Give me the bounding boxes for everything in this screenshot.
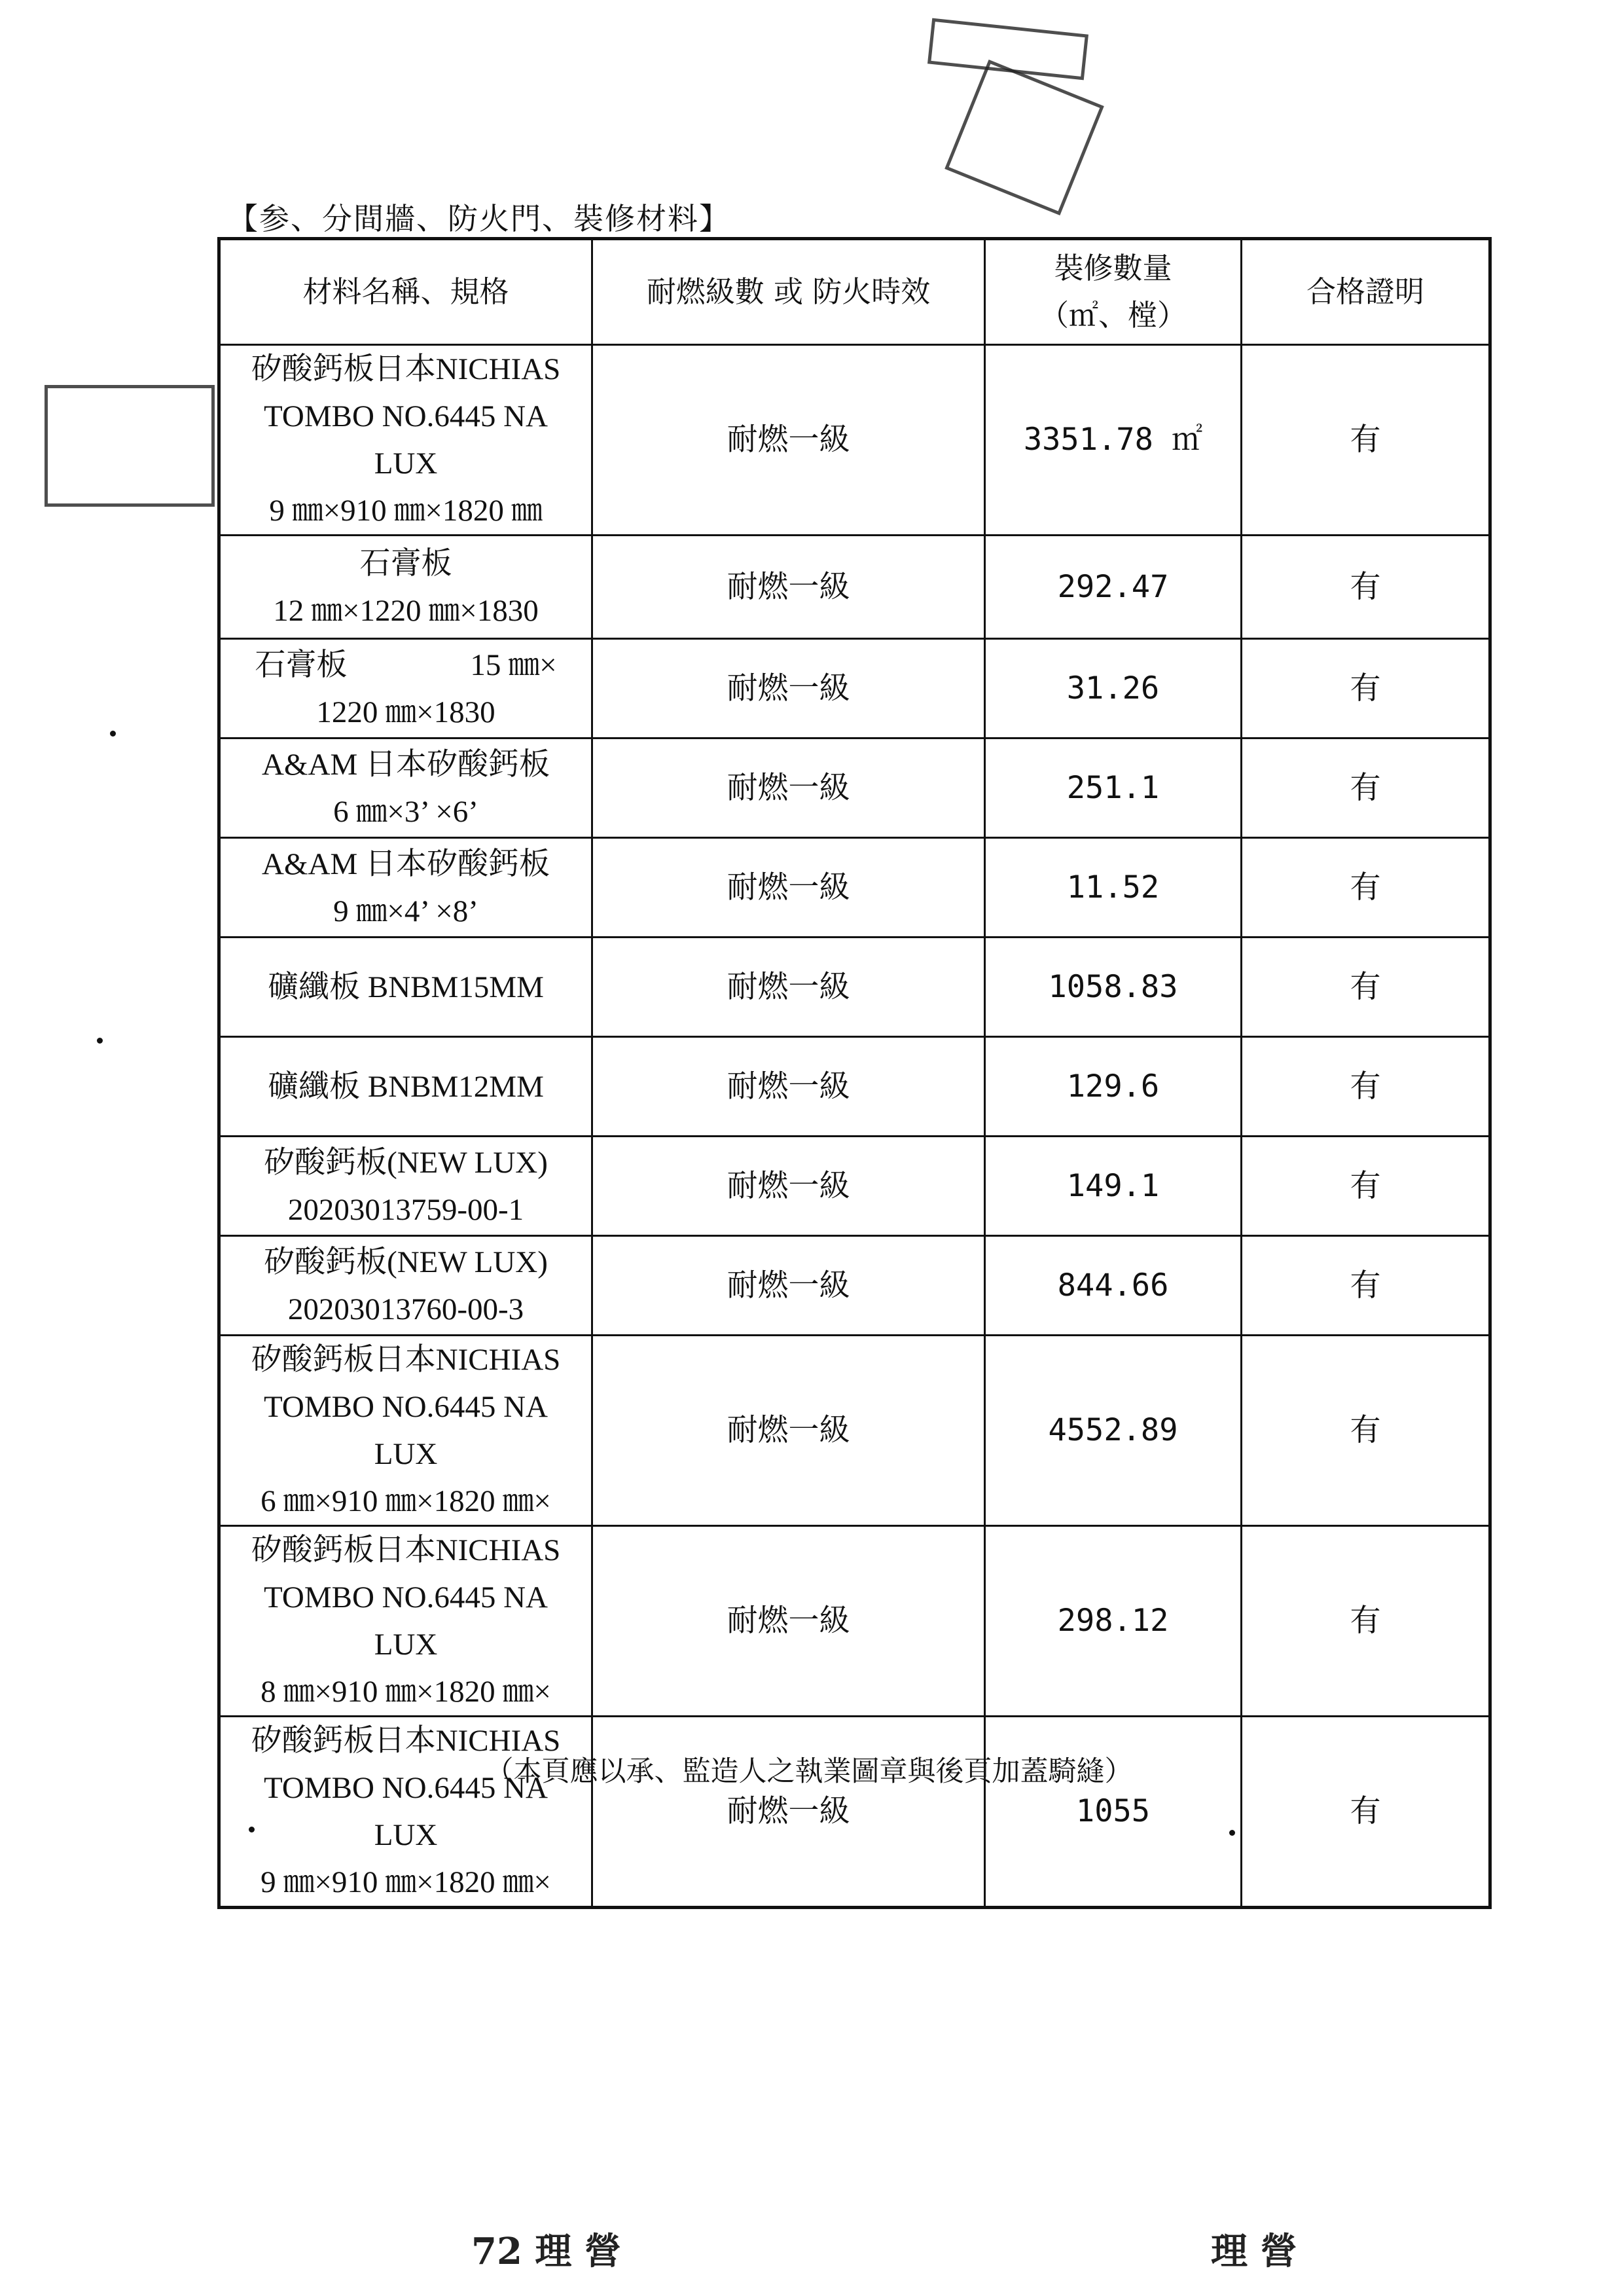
table-row bbox=[219, 738, 1490, 838]
header-grade: 耐燃級數 或 防火時效 bbox=[592, 239, 985, 345]
fire-grade: 耐燃一級 bbox=[592, 1236, 985, 1336]
material-name: A&AM 日本矽酸鈣板 6 ㎜×3’ ×6’ bbox=[219, 738, 592, 838]
fire-grade: 耐燃一級 bbox=[592, 639, 985, 738]
quantity: 298.12 bbox=[985, 1526, 1242, 1717]
table-row bbox=[219, 838, 1490, 938]
table-row bbox=[219, 1717, 1490, 1908]
section-title: 【参、分間牆、防火門、裝修材料】 bbox=[228, 201, 730, 236]
certificate: 有 bbox=[1242, 1037, 1490, 1137]
quantity: 129.6 bbox=[985, 1037, 1242, 1137]
stamp-top-seal bbox=[944, 60, 1104, 215]
fire-grade: 耐燃一級 bbox=[592, 345, 985, 536]
certificate: 有 bbox=[1242, 1137, 1490, 1236]
material-name: 矽酸鈣板(NEW LUX) 20203013759-00-1 bbox=[219, 1137, 592, 1236]
quantity: 3351.78 ㎡ bbox=[985, 345, 1242, 536]
quantity: 292.47 bbox=[985, 536, 1242, 639]
material-name: 矽酸鈣板日本NICHIAS TOMBO NO.6445 NA LUX 9 ㎜×910 ㎜×1820 ㎜× bbox=[219, 1717, 592, 1908]
certificate: 有 bbox=[1242, 938, 1490, 1037]
quantity: 31.26 bbox=[985, 639, 1242, 738]
material-name: 石膏板 12 ㎜×1220 ㎜×1830 bbox=[219, 536, 592, 639]
materials-table bbox=[217, 237, 1492, 1909]
fire-grade: 耐燃一級 bbox=[592, 1526, 985, 1717]
fire-grade: 耐燃一級 bbox=[592, 1137, 985, 1236]
table-row bbox=[219, 1336, 1490, 1526]
table-row bbox=[219, 1236, 1490, 1336]
certificate: 有 bbox=[1242, 1336, 1490, 1526]
stamp-bottom-right: 理 營 bbox=[1211, 2230, 1297, 2273]
fire-grade: 耐燃一級 bbox=[592, 738, 985, 838]
certificate: 有 bbox=[1242, 1236, 1490, 1336]
scan-speck bbox=[97, 1038, 103, 1044]
material-name: 礦纖板 BNBM12MM bbox=[219, 1037, 592, 1137]
table-row bbox=[219, 639, 1490, 738]
table-row bbox=[219, 938, 1490, 1037]
footnote: （本頁應以承、監造人之執業圖章與後頁加蓋騎縫） bbox=[485, 1755, 1133, 1788]
certificate: 有 bbox=[1242, 738, 1490, 838]
table-header-row bbox=[219, 239, 1490, 345]
material-name: A&AM 日本矽酸鈣板 9 ㎜×4’ ×8’ bbox=[219, 838, 592, 938]
header-quantity-unit: （㎡、樘） bbox=[1039, 298, 1187, 333]
certificate: 有 bbox=[1242, 1717, 1490, 1908]
header-material: 材料名稱、規格 bbox=[219, 239, 592, 345]
quantity: 11.52 bbox=[985, 838, 1242, 938]
stamp-bottom-left: 72 理 營 bbox=[471, 2230, 621, 2273]
header-quantity bbox=[985, 239, 1242, 345]
table-row bbox=[219, 536, 1490, 639]
certificate: 有 bbox=[1242, 536, 1490, 639]
quantity: 149.1 bbox=[985, 1137, 1242, 1236]
table-row bbox=[219, 1037, 1490, 1137]
fire-grade: 耐燃一級 bbox=[592, 1717, 985, 1908]
material-name: 石膏板 15 ㎜× 1220 ㎜×1830 bbox=[219, 639, 592, 738]
header-certificate: 合格證明 bbox=[1242, 239, 1490, 345]
fire-grade: 耐燃一級 bbox=[592, 938, 985, 1037]
material-name: 矽酸鈣板(NEW LUX) 20203013760-00-3 bbox=[219, 1236, 592, 1336]
fire-grade: 耐燃一級 bbox=[592, 1336, 985, 1526]
table-row bbox=[219, 1526, 1490, 1717]
certificate: 有 bbox=[1242, 1526, 1490, 1717]
fire-grade: 耐燃一級 bbox=[592, 536, 985, 639]
certificate: 有 bbox=[1242, 838, 1490, 938]
quantity: 251.1 bbox=[985, 738, 1242, 838]
quantity: 4552.89 bbox=[985, 1336, 1242, 1526]
quantity: 844.66 bbox=[985, 1236, 1242, 1336]
fire-grade: 耐燃一級 bbox=[592, 1037, 985, 1137]
table-row bbox=[219, 345, 1490, 536]
material-name: 礦纖板 BNBM15MM bbox=[219, 938, 592, 1037]
material-name: 矽酸鈣板日本NICHIAS TOMBO NO.6445 NA LUX 9 ㎜×910 ㎜×1820 ㎜ bbox=[219, 345, 592, 536]
certificate: 有 bbox=[1242, 639, 1490, 738]
stamp-left-seal bbox=[45, 385, 215, 507]
certificate: 有 bbox=[1242, 345, 1490, 536]
fire-grade: 耐燃一級 bbox=[592, 838, 985, 938]
quantity: 1055 bbox=[985, 1717, 1242, 1908]
scan-speck bbox=[1229, 1830, 1235, 1836]
scan-speck bbox=[249, 1827, 255, 1832]
table-row bbox=[219, 1137, 1490, 1236]
material-name: 矽酸鈣板日本NICHIAS TOMBO NO.6445 NA LUX 8 ㎜×910 ㎜×1820 ㎜× bbox=[219, 1526, 592, 1717]
header-quantity-label: 裝修數量 bbox=[1054, 251, 1172, 285]
material-name: 矽酸鈣板日本NICHIAS TOMBO NO.6445 NA LUX 6 ㎜×910 ㎜×1820 ㎜× bbox=[219, 1336, 592, 1526]
table-body bbox=[219, 345, 1490, 1908]
scan-speck bbox=[110, 731, 116, 737]
quantity: 1058.83 bbox=[985, 938, 1242, 1037]
